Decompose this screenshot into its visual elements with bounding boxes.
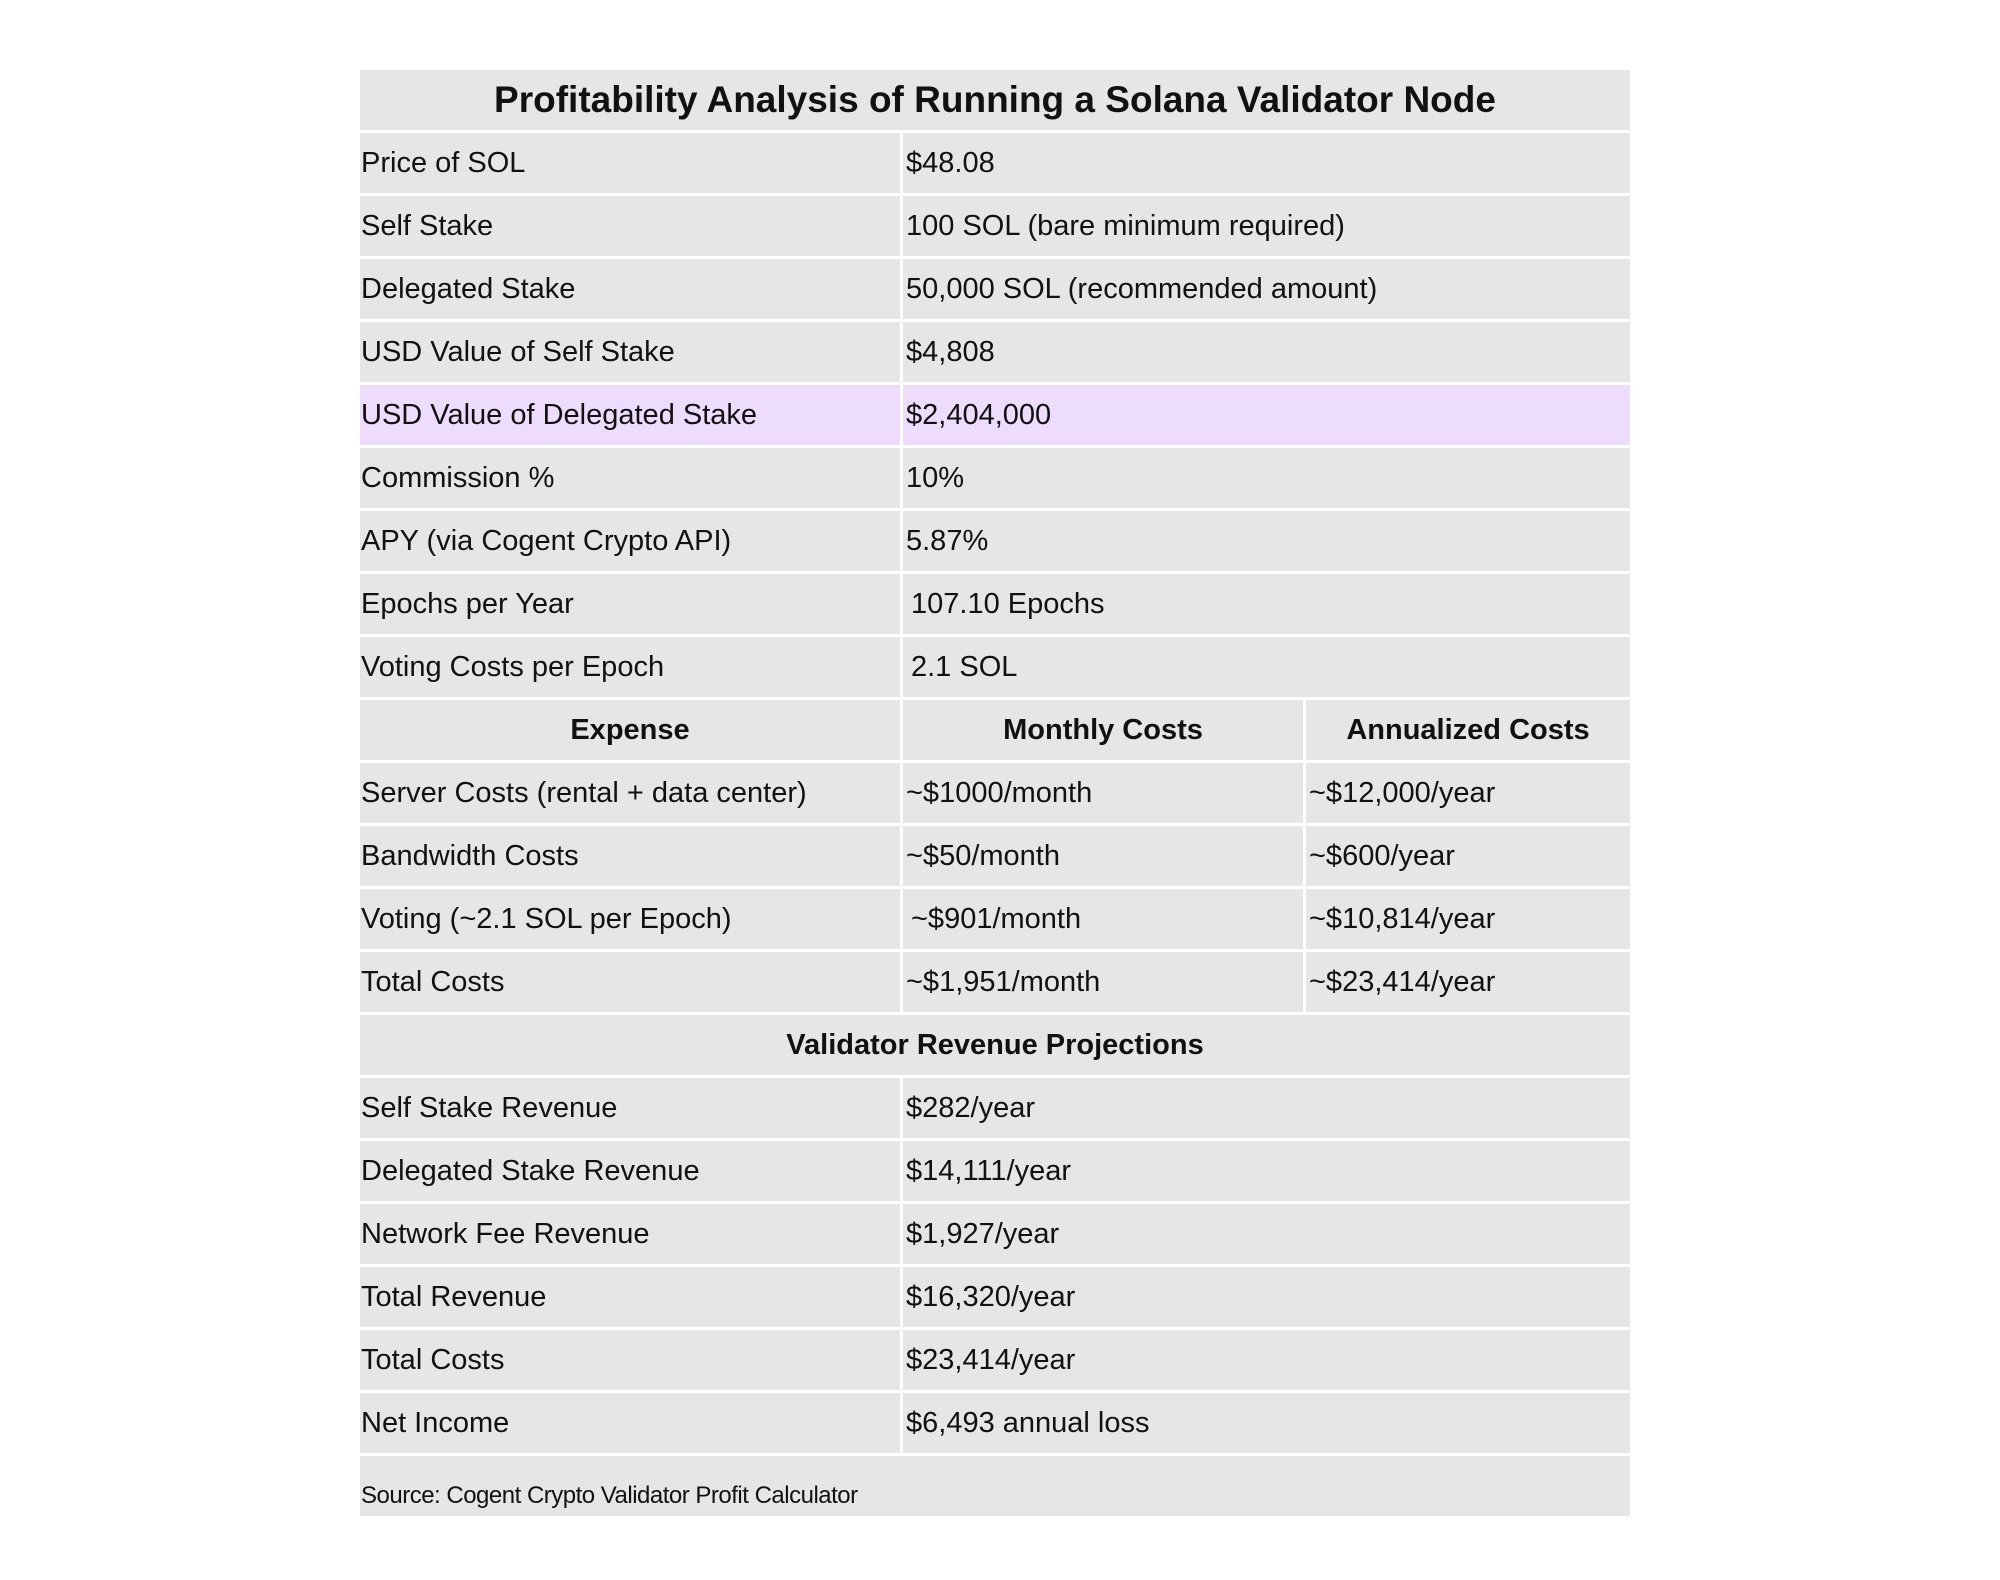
- revenue-label: Total Revenue: [360, 1267, 903, 1327]
- expense-annual: ~$23,414/year: [1309, 965, 1496, 998]
- param-label: Price of SOL: [360, 133, 903, 193]
- param-label: Commission %: [360, 448, 903, 508]
- revenue-section-header: [360, 1015, 1630, 1075]
- expense-annual: ~$12,000/year: [1309, 776, 1496, 809]
- table-title: [360, 70, 1630, 130]
- revenue-row-network-fee: [360, 1204, 1630, 1264]
- param-value: 2.1 SOL: [911, 650, 1018, 683]
- param-value: $2,404,000: [906, 398, 1052, 431]
- param-value: 5.87%: [906, 524, 989, 557]
- column-header-monthly: Monthly Costs: [903, 700, 1306, 760]
- revenue-label: Self Stake Revenue: [360, 1078, 903, 1138]
- param-row-voting-cost: [360, 637, 1630, 697]
- source-row: [360, 1456, 1630, 1516]
- expense-label: Total Costs: [360, 952, 903, 1012]
- expense-row-voting: [360, 889, 1630, 949]
- param-row-commission: [360, 448, 1630, 508]
- column-header-annual: Annualized Costs: [1346, 713, 1590, 746]
- table-title-text: Profitability Analysis of Running a Solana Validator Node: [494, 79, 1496, 120]
- param-value: $48.08: [906, 146, 995, 179]
- revenue-value: $16,320/year: [906, 1280, 1076, 1313]
- param-value: 50,000 SOL (recommended amount): [906, 272, 1378, 305]
- revenue-section-title: Validator Revenue Projections: [786, 1028, 1204, 1061]
- revenue-label: Total Costs: [360, 1330, 903, 1390]
- expense-header-row: [360, 700, 1630, 760]
- param-row-price: [360, 133, 1630, 193]
- param-label: APY (via Cogent Crypto API): [360, 511, 903, 571]
- profitability-table: [360, 70, 1630, 1519]
- param-row-epochs: [360, 574, 1630, 634]
- revenue-row-total-revenue: [360, 1267, 1630, 1327]
- expense-label: Bandwidth Costs: [360, 826, 903, 886]
- revenue-row-self-stake: [360, 1078, 1630, 1138]
- revenue-value: $23,414/year: [906, 1343, 1076, 1376]
- param-label: USD Value of Self Stake: [360, 322, 903, 382]
- param-label: Voting Costs per Epoch: [360, 637, 903, 697]
- expense-row-server: [360, 763, 1630, 823]
- revenue-value: $6,493 annual loss: [906, 1406, 1150, 1439]
- param-row-apy: [360, 511, 1630, 571]
- revenue-value: $282/year: [906, 1091, 1035, 1124]
- revenue-row-delegated: [360, 1141, 1630, 1201]
- revenue-row-net-income: [360, 1393, 1630, 1453]
- param-label: Epochs per Year: [360, 574, 903, 634]
- column-header-expense: Expense: [360, 700, 903, 760]
- param-row-usd-self-stake: [360, 322, 1630, 382]
- param-label: USD Value of Delegated Stake: [360, 385, 903, 445]
- param-value: 107.10 Epochs: [911, 587, 1105, 620]
- param-label: Self Stake: [360, 196, 903, 256]
- source-note: Source: Cogent Crypto Validator Profit Calculator: [361, 1482, 858, 1509]
- expense-label: Voting (~2.1 SOL per Epoch): [360, 889, 903, 949]
- param-row-usd-delegated-stake: [360, 385, 1630, 445]
- param-value: 100 SOL (bare minimum required): [906, 209, 1345, 242]
- param-row-self-stake: [360, 196, 1630, 256]
- expense-monthly: ~$1,951/month: [903, 952, 1306, 1012]
- revenue-label: Delegated Stake Revenue: [360, 1141, 903, 1201]
- revenue-value: $1,927/year: [906, 1217, 1060, 1250]
- revenue-label: Network Fee Revenue: [360, 1204, 903, 1264]
- expense-monthly: ~$901/month: [903, 889, 1306, 949]
- param-label: Delegated Stake: [360, 259, 903, 319]
- expense-monthly: ~$50/month: [903, 826, 1306, 886]
- revenue-value: $14,111/year: [906, 1154, 1071, 1187]
- param-value: 10%: [906, 461, 965, 494]
- expense-row-bandwidth: [360, 826, 1630, 886]
- expense-annual: ~$10,814/year: [1309, 902, 1496, 935]
- param-row-delegated-stake: [360, 259, 1630, 319]
- revenue-row-total-costs: [360, 1330, 1630, 1390]
- revenue-label: Net Income: [360, 1393, 903, 1453]
- expense-label: Server Costs (rental + data center): [360, 763, 903, 823]
- expense-annual: ~$600/year: [1309, 839, 1455, 872]
- param-value: $4,808: [906, 335, 995, 368]
- expense-row-total: [360, 952, 1630, 1012]
- expense-monthly: ~$1000/month: [903, 763, 1306, 823]
